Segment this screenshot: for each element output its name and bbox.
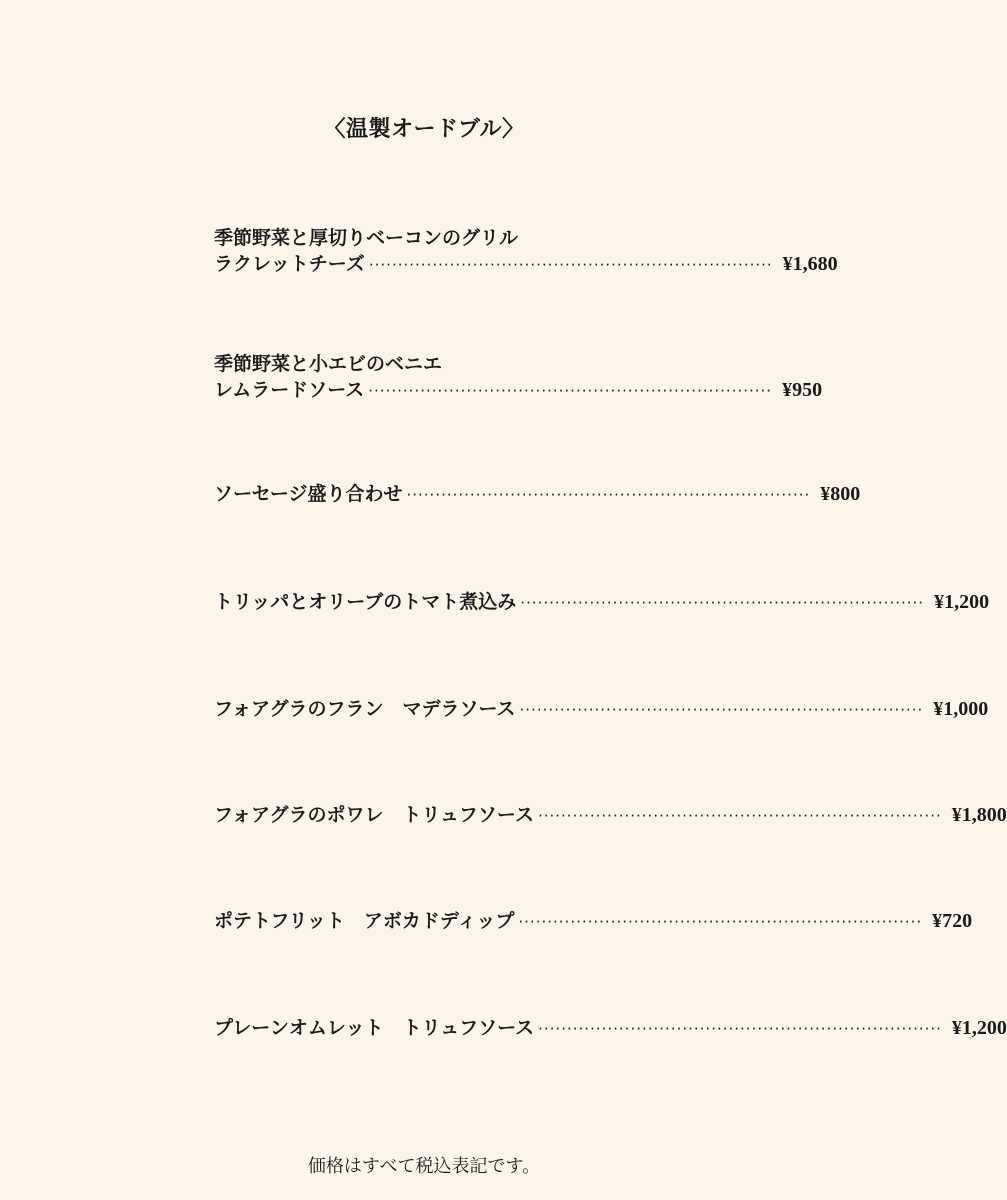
menu-item — [214, 589, 990, 616]
menu-item-line1 — [214, 351, 638, 377]
leader-dots: ······································································ — [518, 913, 923, 931]
menu-item-name: ポテトフリット アボカドディップ — [214, 910, 515, 932]
menu-item — [214, 802, 1007, 829]
menu-item-price: ¥1,200 — [934, 591, 990, 613]
menu-section-title: 〈温製オードブル〉 — [323, 117, 525, 142]
menu-item-price: ¥1,680 — [782, 253, 838, 275]
menu-item-name: フォアグラのポワレ トリュフソース — [214, 804, 534, 826]
leader-dots: ······································································ — [519, 701, 924, 719]
menu-item-line — [214, 481, 861, 508]
menu-item — [214, 225, 838, 278]
menu-item-line2 — [214, 377, 823, 404]
leader-dots: ······································································ — [520, 594, 925, 612]
menu-item-line — [214, 802, 1007, 829]
tax-note: 価格はすべて税込表記です。 — [307, 1156, 541, 1177]
menu-item-price: ¥950 — [782, 379, 823, 401]
menu-item-line — [214, 696, 989, 723]
menu-item — [214, 908, 973, 935]
menu-item-line — [214, 908, 973, 935]
leader-dots: ······································································ — [368, 382, 773, 400]
menu-item-name: レムラードソース — [214, 379, 365, 401]
menu-item-price: ¥720 — [932, 910, 973, 932]
leader-dots: ······································································ — [406, 486, 811, 504]
menu-item-price: ¥800 — [820, 483, 861, 505]
leader-dots: ······································································ — [368, 256, 773, 274]
menu-item-line1 — [214, 225, 638, 251]
menu-item-name: フォアグラのフラン マデラソース — [214, 698, 516, 720]
menu-item-name: ソーセージ盛り合わせ — [214, 483, 403, 505]
leader-dots: ······································································ — [538, 1020, 942, 1038]
menu-item-name: ラクレットチーズ — [214, 253, 365, 275]
menu-item-name: トリッパとオリーブのトマト煮込み — [214, 591, 517, 613]
menu-item-line — [214, 1015, 1007, 1042]
menu-item — [214, 1015, 1007, 1042]
menu-item — [214, 481, 861, 508]
menu-item-line — [214, 589, 990, 616]
menu-item — [214, 696, 989, 723]
menu-item-name-line1: 季節野菜と小エビのベニエ — [214, 353, 443, 375]
menu-item-price: ¥1,200 — [951, 1017, 1007, 1039]
menu-item-line2 — [214, 251, 838, 278]
leader-dots: ······································································ — [537, 807, 942, 825]
menu-item-price: ¥1,800 — [951, 804, 1007, 826]
menu-item-name-line1: 季節野菜と厚切りベーコンのグリル — [214, 227, 519, 249]
menu-item-name: プレーンオムレット トリュフソース — [214, 1017, 535, 1039]
menu-item-price: ¥1,000 — [933, 698, 989, 720]
menu-item — [214, 351, 823, 404]
